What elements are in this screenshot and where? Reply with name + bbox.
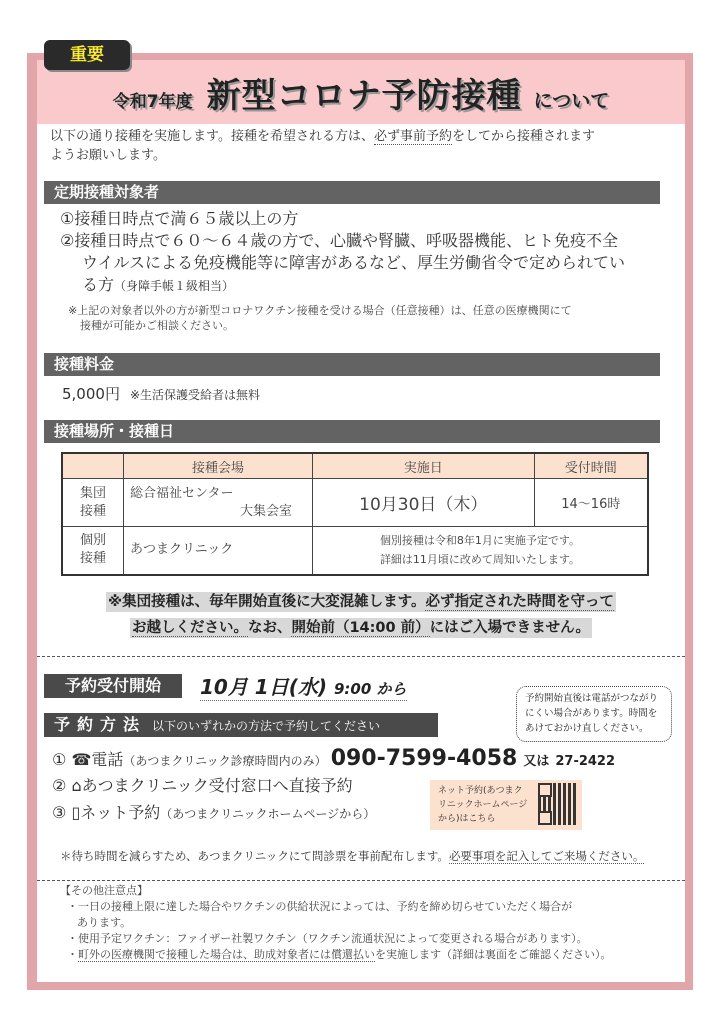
method-paren: （あつまクリニック診療時間内のみ） bbox=[123, 754, 327, 768]
schedule-table bbox=[61, 452, 649, 576]
method-subtitle: 以下のいずれかの方法で予約してください bbox=[152, 719, 381, 733]
note-line: 個別接種は令和8年1月に実施予定です。 bbox=[379, 534, 581, 548]
warn-line-2 bbox=[130, 618, 592, 638]
num: ① bbox=[52, 750, 67, 769]
warn-d: なお、 bbox=[247, 620, 292, 636]
title-year: 令和7年度 bbox=[112, 92, 193, 112]
mobile-icon: ▯ bbox=[71, 803, 81, 822]
table-header: 実施日 bbox=[313, 453, 535, 479]
or-text: 又は bbox=[523, 754, 550, 769]
phone-number-2[interactable]: 27-2422 bbox=[555, 754, 616, 769]
method-label: ネット予約 bbox=[80, 803, 161, 822]
intro-text bbox=[50, 127, 670, 165]
cat-line: 個別 bbox=[79, 533, 106, 549]
phone-icon: ☎ bbox=[71, 750, 92, 769]
method-phone bbox=[52, 745, 672, 772]
intro-c: ようお願いします。 bbox=[50, 148, 166, 163]
num: ② bbox=[52, 776, 67, 795]
eligibility-item-2-line1: ②接種日時点で６０～６４歳の方で、心臓や腎臓、呼吸器機能、ヒト免疫不全 bbox=[60, 231, 619, 250]
table-row bbox=[62, 479, 648, 527]
cat-line: 集団 bbox=[79, 485, 106, 501]
questionnaire-tip bbox=[60, 848, 680, 864]
individual-note-cell bbox=[313, 527, 649, 575]
item2-note: （身障手帳１級相当） bbox=[114, 279, 235, 293]
other-note-item: ・一日の接種上限に達した場合やワクチンの供給状況によっては、予約を締め切らせていただく場合が bbox=[67, 900, 573, 913]
section-eligibility-title: 定期接種対象者 bbox=[44, 181, 660, 204]
warn-f: にはご入場できません。 bbox=[429, 620, 591, 636]
method-paren: （あつまクリニックホームページから） bbox=[160, 807, 376, 821]
start-time: 9:00 から bbox=[333, 680, 407, 698]
table-row bbox=[62, 527, 648, 575]
reservation-start-label: 予約受付開始 bbox=[44, 674, 182, 698]
title-suffix: について bbox=[533, 90, 610, 112]
other-notes bbox=[60, 883, 680, 963]
fee-row bbox=[62, 383, 260, 404]
reservation-method-bar bbox=[44, 713, 438, 737]
other-note-item-cont: あります。 bbox=[77, 916, 132, 929]
table-header: 接種会場 bbox=[124, 453, 313, 479]
hours-cell: 14～16時 bbox=[534, 479, 648, 527]
venue-cell bbox=[124, 479, 313, 527]
page-title bbox=[37, 68, 685, 117]
category-cell bbox=[62, 527, 124, 575]
fee-note: ※生活保護受給者は無料 bbox=[129, 388, 261, 402]
eligibility-list bbox=[60, 208, 670, 297]
eligibility-item-2-line2: ウイルスによる免疫機能等に障害があるなど、厚生労働省令で定められてい bbox=[82, 253, 626, 272]
house-icon: ⌂ bbox=[71, 776, 82, 795]
eligibility-note bbox=[68, 303, 668, 333]
note-line: 詳細は11月頃に改めて周知いたします。 bbox=[379, 553, 581, 567]
cat-line: 接種 bbox=[79, 503, 106, 519]
warn-c: お越しください。 bbox=[131, 620, 248, 636]
tip-a: ＊待ち時間を減らすため、あつまクリニックにて問診票を事前配布します。 bbox=[60, 849, 449, 863]
phone-notice-bubble: 予約開始直後は電話がつながりにくい場合があります。時間をあけておかけ直しください。 bbox=[516, 686, 672, 742]
dashed-divider bbox=[37, 656, 685, 657]
note-line-1: ※上記の対象者以外の方が新型コロナワクチン接種を受ける場合（任意接種）は、任意の医療機関にて bbox=[68, 304, 572, 317]
qr-text: ネット予約(あつまクリニックホームページから)はこちら bbox=[438, 786, 528, 824]
category-cell bbox=[62, 479, 124, 527]
start-date: 10月 1日(水) bbox=[200, 675, 327, 699]
table-header-row bbox=[62, 453, 648, 479]
venue-name: 総合福祉センター bbox=[130, 485, 234, 501]
warn-b: 必ず指定された時間を守って bbox=[425, 594, 614, 610]
note-emphasis: 町外の医療機関で接種した場合は、助成対象者には償還払い bbox=[78, 948, 375, 961]
date-cell: 10月30日（木） bbox=[313, 479, 535, 527]
other-note-item bbox=[60, 947, 680, 963]
phone-number[interactable]: 090-7599-4058 bbox=[330, 746, 518, 771]
other-notes-title: 【その他注意点】 bbox=[60, 884, 148, 897]
note-line-2: 接種が可能かご相談ください。 bbox=[80, 319, 234, 332]
intro-emphasis: 必ず事前予約 bbox=[373, 129, 452, 144]
bullet: ・ bbox=[67, 948, 78, 961]
method-title: 予約方法 bbox=[54, 715, 147, 734]
warn-line-1 bbox=[106, 592, 616, 612]
qr-code-icon[interactable] bbox=[538, 783, 576, 825]
tip-b: 必要事項を記入してご来場ください。 bbox=[448, 849, 645, 863]
cat-line: 接種 bbox=[79, 551, 106, 567]
venue-cell: あつまクリニック bbox=[124, 527, 313, 575]
reservation-start-date bbox=[200, 671, 407, 701]
intro-a: 以下の通り接種を実施します。接種を希望される方は、 bbox=[50, 129, 374, 144]
title-main: 新型コロナ予防接種 bbox=[206, 76, 522, 116]
eligibility-item-2-line3 bbox=[60, 274, 670, 297]
crowding-warning bbox=[55, 589, 667, 641]
table-header: 受付時間 bbox=[534, 453, 648, 479]
warn-a: ※集団接種は、毎年開始直後に大変混雑します。 bbox=[108, 594, 426, 610]
other-note-item: ・使用予定ワクチン：ファイザー社製ワクチン（ワクチン流通状況によって変更される場合があります）。 bbox=[67, 932, 588, 945]
item2-end: る方 bbox=[82, 275, 115, 294]
note-rest: を実施します（詳細は裏面をご確認ください）。 bbox=[375, 948, 612, 961]
table-header bbox=[62, 453, 124, 479]
warn-e: 開始前（14:00 前） bbox=[291, 620, 430, 636]
important-badge: 重要 bbox=[44, 40, 130, 70]
section-fee-title: 接種料金 bbox=[44, 353, 660, 376]
section-place-title: 接種場所・接種日 bbox=[44, 420, 660, 443]
method-label: あつまクリニック受付窓口へ直接予約 bbox=[81, 776, 353, 795]
intro-b: をしてから接種されます bbox=[451, 129, 595, 144]
dashed-divider bbox=[37, 880, 685, 881]
method-label: 電話 bbox=[91, 750, 124, 769]
fee-amount: 5,000円 bbox=[62, 385, 120, 403]
num: ③ bbox=[52, 803, 67, 822]
eligibility-item-1: ①接種日時点で満６５歳以上の方 bbox=[60, 209, 299, 228]
venue-room: 大集会室 bbox=[239, 503, 292, 519]
